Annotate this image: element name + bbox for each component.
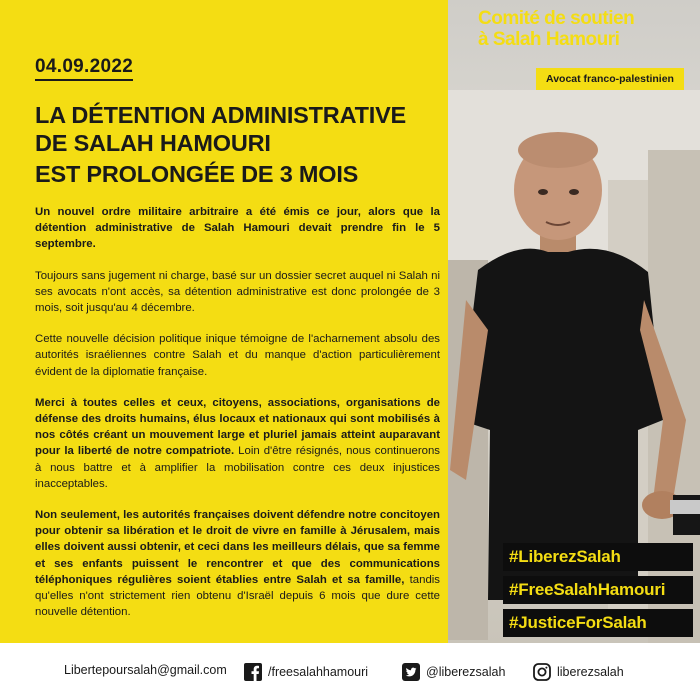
hashtag-3: #JusticeForSalah xyxy=(503,609,693,637)
date: 04.09.2022 xyxy=(35,56,133,81)
hashtag-2: #FreeSalahHamouri xyxy=(503,576,693,604)
footer-instagram[interactable] xyxy=(533,663,624,681)
committee-line-1: Comité de soutien xyxy=(478,8,635,29)
paragraph-1-text: Un nouvel ordre militaire arbitraire a été émis ce jour, alors que la détention administrative de Salah Hamouri devait prendre fin le 5 septembre. xyxy=(35,206,440,251)
paragraph-4 xyxy=(35,395,440,492)
article-body xyxy=(35,204,440,635)
footer-email[interactable] xyxy=(64,663,227,677)
paragraph-1 xyxy=(35,204,440,253)
footer-facebook[interactable] xyxy=(244,663,368,681)
paragraph-4-bold: Merci à toutes celles et ceux, citoyens, associations, organisations de défense des droits humains, élus locaux et nationaux qui sont mobilisés à nos côtés créant un mouvement large et pluriel jamais atteint auparavant pour la liberté de notre compatriote. xyxy=(35,396,440,458)
hashtag-list xyxy=(503,543,693,642)
paragraph-5-rest: tandis qu'elles n'ont strictement rien obtenu d'Israël depuis 6 mois que dure cette nouvelle détention. xyxy=(35,573,441,619)
committee-line-2: à Salah Hamouri xyxy=(478,29,620,50)
paragraph-5 xyxy=(35,507,440,620)
headline-line-3: EST PROLONGÉE DE 3 MOIS xyxy=(35,161,359,187)
committee-logo xyxy=(478,8,700,50)
headline-line-2: DE SALAH HAMOURI xyxy=(35,130,271,156)
instagram-handle[interactable]: liberezsalah xyxy=(557,665,624,679)
facebook-handle[interactable]: /freesalahhamouri xyxy=(268,665,369,679)
instagram-icon xyxy=(533,663,551,681)
paragraph-3: Cette nouvelle décision politique inique témoigne de l'acharnement absolu des autorités israéliennes contre Salah et du manque d'action particulièrement évident de la diplomatie française. xyxy=(35,333,440,378)
headline xyxy=(35,101,440,188)
footer-twitter[interactable] xyxy=(402,663,505,681)
email-link[interactable]: Libertepoursalah@gmail.com xyxy=(64,663,227,677)
facebook-icon xyxy=(244,663,262,681)
paragraph-4-rest: Loin d'être résignés, nous continuerons à nous battre et à amplifier la mobilisation contre ces deux injustices inacceptables. xyxy=(35,445,441,490)
lawyer-badge: Avocat franco-palestinien xyxy=(536,68,684,90)
paragraph-5-bold: Non seulement, les autorités françaises doivent défendre notre concitoyen pour obtenir sa libération et le droit de vivre en famille à Jérusalem, mais elles doivent aussi obtenir, et ceci dans les meilleurs délais, que sa femme et ses enfants puissent le rencontrer et que des communications téléphoniques régulières soient établies entre Salah et sa famille, xyxy=(35,509,440,586)
hashtag-1: #LiberezSalah xyxy=(503,543,693,571)
footer xyxy=(0,643,700,700)
twitter-handle[interactable]: @liberezsalah xyxy=(426,665,506,679)
twitter-icon xyxy=(402,663,420,681)
paragraph-2: Toujours sans jugement ni charge, basé sur un dossier secret auquel ni Salah ni ses avocats n'ont accès, sa détention administrative est donc prolongée de 3 mois, soit jusqu'au 4 décembre. xyxy=(35,269,440,315)
headline-line-1: LA DÉTENTION ADMINISTRATIVE xyxy=(35,102,407,128)
